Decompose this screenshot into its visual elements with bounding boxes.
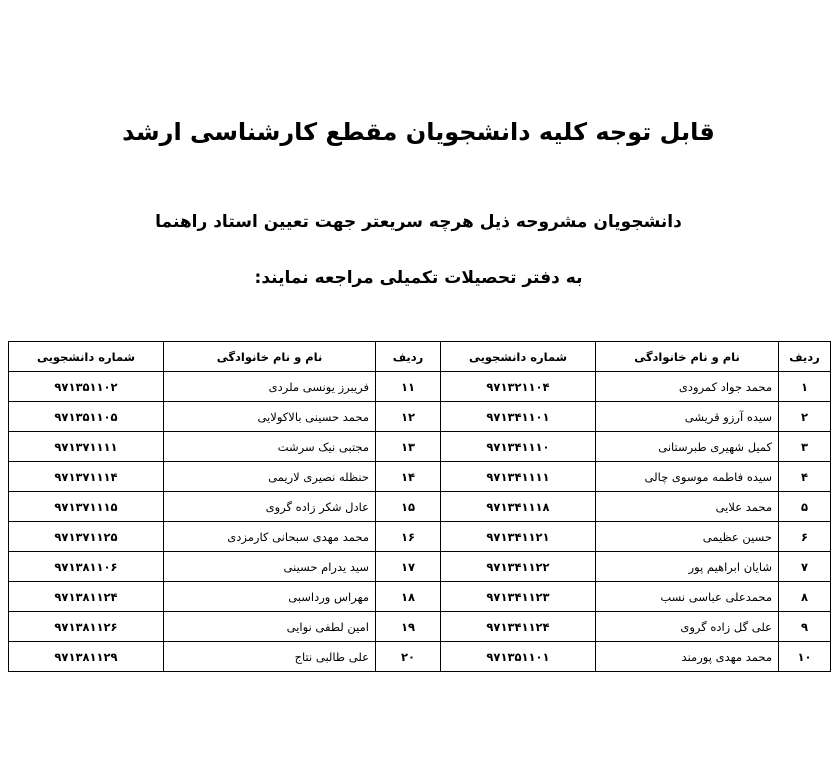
student-name: شایان ابراهیم پور: [596, 552, 779, 582]
student-name: سیده فاطمه موسوی چالی: [596, 462, 779, 492]
row-number: ۳: [779, 432, 831, 462]
student-name: عادل شکر زاده گروی: [164, 492, 376, 522]
table-row: [9, 522, 831, 552]
header-student-id: شماره دانشجویی: [9, 342, 164, 372]
row-number: ۷: [779, 552, 831, 582]
student-name: مجتبی نیک سرشت: [164, 432, 376, 462]
student-name: فریبرز یونسی ملردی: [164, 372, 376, 402]
row-number: ۵: [779, 492, 831, 522]
row-number: ۱۵: [376, 492, 441, 522]
header-row-number: ردیف: [779, 342, 831, 372]
header-name: نام و نام خانوادگی: [596, 342, 779, 372]
student-id: ۹۷۱۳۴۱۱۲۲: [441, 552, 596, 582]
row-number: ۱۱: [376, 372, 441, 402]
students-table: [8, 341, 831, 672]
row-number: ۴: [779, 462, 831, 492]
table-row: [9, 492, 831, 522]
header-name: نام و نام خانوادگی: [164, 342, 376, 372]
table-header-row: [9, 342, 831, 372]
row-number: ۱۷: [376, 552, 441, 582]
student-name: حسین عظیمی: [596, 522, 779, 552]
student-name: محمد جواد کمرودی: [596, 372, 779, 402]
student-id: ۹۷۱۳۴۱۱۲۳: [441, 582, 596, 612]
row-number: ۱۶: [376, 522, 441, 552]
student-id: ۹۷۱۳۴۱۱۱۱: [441, 462, 596, 492]
row-number: ۱۲: [376, 402, 441, 432]
row-number: ۱۳: [376, 432, 441, 462]
student-id: ۹۷۱۳۴۱۱۱۸: [441, 492, 596, 522]
header-row-number: ردیف: [376, 342, 441, 372]
page-title: قابل توجه کلیه دانشجویان مقطع کارشناسی ارشد: [122, 118, 715, 146]
table-row: [9, 642, 831, 672]
header-student-id: شماره دانشجویی: [441, 342, 596, 372]
student-id: ۹۷۱۳۴۱۱۲۱: [441, 522, 596, 552]
row-number: ۹: [779, 612, 831, 642]
subtitle-line-1: دانشجویان مشروحه ذیل هرچه سریعتر جهت تعیین استاد راهنما: [155, 212, 682, 232]
student-id: ۹۷۱۳۷۱۱۱۵: [9, 492, 164, 522]
row-number: ۱: [779, 372, 831, 402]
table-row: [9, 552, 831, 582]
row-number: ۸: [779, 582, 831, 612]
table-row: [9, 582, 831, 612]
student-name: مهراس ورداسبی: [164, 582, 376, 612]
student-name: محمد مهدی پورمند: [596, 642, 779, 672]
student-id: ۹۷۱۳۷۱۱۲۵: [9, 522, 164, 552]
student-name: کمیل شهیری طبرستانی: [596, 432, 779, 462]
row-number: ۱۸: [376, 582, 441, 612]
row-number: ۱۴: [376, 462, 441, 492]
student-name: حنظله نصیری لاریمی: [164, 462, 376, 492]
student-id: ۹۷۱۳۸۱۱۲۹: [9, 642, 164, 672]
student-id: ۹۷۱۳۴۱۱۲۴: [441, 612, 596, 642]
row-number: ۲۰: [376, 642, 441, 672]
student-name: محمد مهدی سبحانی کارمزدی: [164, 522, 376, 552]
student-id: ۹۷۱۳۷۱۱۱۱: [9, 432, 164, 462]
table-row: [9, 402, 831, 432]
student-name: علی گل زاده گروی: [596, 612, 779, 642]
student-id: ۹۷۱۳۵۱۱۰۲: [9, 372, 164, 402]
student-id: ۹۷۱۳۵۱۱۰۱: [441, 642, 596, 672]
row-number: ۲: [779, 402, 831, 432]
row-number: ۱۹: [376, 612, 441, 642]
student-name: سید یدرام حسینی: [164, 552, 376, 582]
student-id: ۹۷۱۳۴۱۱۱۰: [441, 432, 596, 462]
student-id: ۹۷۱۳۸۱۱۲۴: [9, 582, 164, 612]
subtitle-line-2: به دفتر تحصیلات تکمیلی مراجعه نمایند:: [254, 268, 583, 288]
table-row: [9, 612, 831, 642]
student-id: ۹۷۱۳۲۱۱۰۴: [441, 372, 596, 402]
student-id: ۹۷۱۳۸۱۱۲۶: [9, 612, 164, 642]
row-number: ۱۰: [779, 642, 831, 672]
table-row: [9, 372, 831, 402]
student-name: علی طالبی نتاج: [164, 642, 376, 672]
student-id: ۹۷۱۳۴۱۱۰۱: [441, 402, 596, 432]
row-number: ۶: [779, 522, 831, 552]
student-name: محمد حسینی بالاکولایی: [164, 402, 376, 432]
student-name: محمد علایی: [596, 492, 779, 522]
student-name: محمدعلی عباسی نسب: [596, 582, 779, 612]
table-row: [9, 432, 831, 462]
student-id: ۹۷۱۳۷۱۱۱۴: [9, 462, 164, 492]
table-row: [9, 462, 831, 492]
student-id: ۹۷۱۳۵۱۱۰۵: [9, 402, 164, 432]
student-name: امین لطفی نوایی: [164, 612, 376, 642]
student-name: سیده آرزو قریشی: [596, 402, 779, 432]
student-id: ۹۷۱۳۸۱۱۰۶: [9, 552, 164, 582]
